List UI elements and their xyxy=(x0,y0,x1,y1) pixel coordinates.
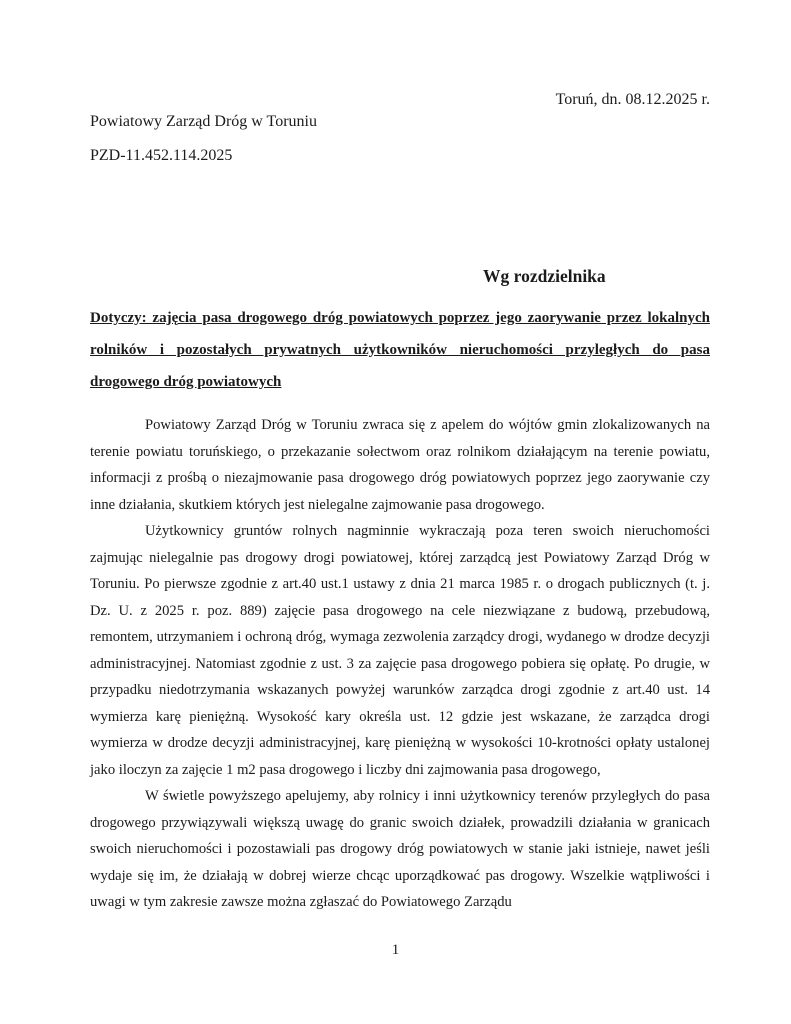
body-paragraph-1: Powiatowy Zarząd Dróg w Toruniu zwraca się z apelem do wójtów gmin zlokalizowanych na terenie powiatu toruńskiego, o przekazanie sołectwom oraz rolnikom działającym na terenie powiatu, informacji z prośbą o niezajmowanie pasa drogowego dróg powiatowych poprzez jego zaorywanie czy inne działania, skutkiem których jest nielegalne zajmowanie pasa drogowego. xyxy=(90,417,710,513)
reference-number: PZD-11.452.114.2025 xyxy=(90,147,233,164)
body-paragraph-3: W świetle powyższego apelujemy, aby rolnicy i inni użytkownicy terenów przyległych do pasa drogowego przywiązywali większą uwagę do granic swoich działek, prowadzili działania w granicach swoich nieruchomości i pozostawiali pas drogowy dróg powiatowych w stanie jaki istnieje, nawet jeśli wydaje się im, że działają w dobrej wierze chcąc uporządkować pas drogowy. Wszelkie wątpliwości i uwagi w tym zakresie zawsze można zgłaszać do Powiatowego Zarządu xyxy=(90,788,710,910)
addressee-heading: Wg rozdzielnika xyxy=(483,266,606,286)
subject-line: Dotyczy: zajęcia pasa drogowego dróg powiatowych poprzez jego zaorywanie przez lokalnych rolników i pozostałych prywatnych użytkowników nieruchomości przyległych do pasa drogowego dróg powiatowych xyxy=(90,310,710,390)
letter-content xyxy=(90,0,710,916)
place-and-date: Toruń, dn. 08.12.2025 r. xyxy=(555,91,710,108)
page-number: 1 xyxy=(391,942,400,958)
sender-name: Powiatowy Zarząd Dróg w Toruniu xyxy=(90,113,317,130)
letter-body xyxy=(90,412,710,916)
body-paragraph-2: Użytkownicy gruntów rolnych nagminnie wykraczają poza teren swoich nieruchomości zajmując nielegalnie pas drogowy drogi powiatowej, której zarządcą jest Powiatowy Zarząd Dróg w Toruniu. Po pierwsze zgodnie z art.40 ust.1 ustawy z dnia 21 marca 1985 r. o drogach publicznych (t. j. Dz. U. z 2025 r. poz. 889) zajęcie pasa drogowego na cele niezwiązane z budową, przebudową, remontem, utrzymaniem i ochroną dróg, wymaga zezwolenia zarządcy drogi, wydanego w drodze decyzji administracyjnej. Natomiast zgodnie z ust. 3 za zajęcie pasa drogowego pobiera się opłatę. Po drugie, w przypadku niedotrzymania wskazanych powyżej warunków zarządca drogi zgodnie z art.40 ust. 14 wymierza karę pieniężną. Wysokość kary określa ust. 12 gdzie jest wskazane, że zarządca drogi wymierza w drodze decyzji administracyjnej, karę pieniężną w wysokości 10-krotności opłaty ustalonej jako iloczyn za zajęcie 1 m2 pasa drogowego i liczby dni zajmowania pasa drogowego, xyxy=(90,523,710,778)
